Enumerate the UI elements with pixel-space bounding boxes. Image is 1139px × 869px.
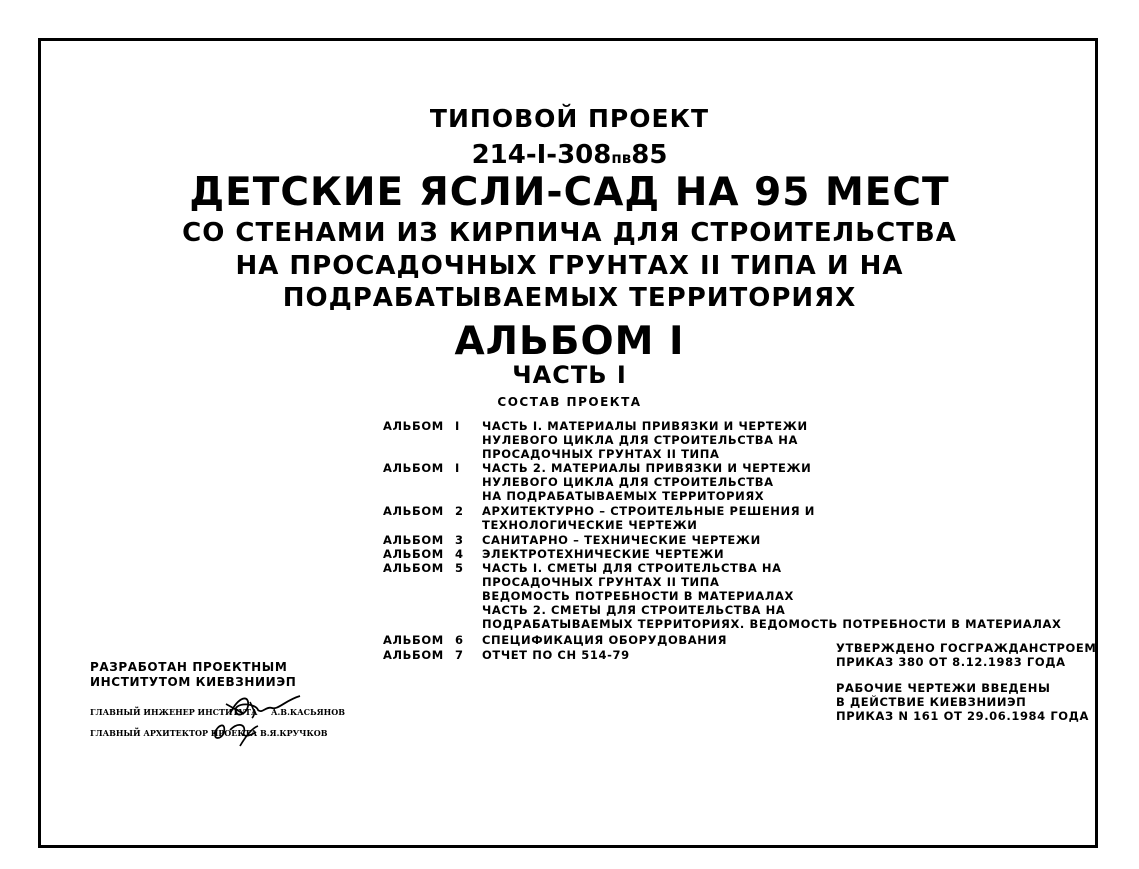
composition-album-number: 6 xyxy=(455,633,464,647)
composition-album-number: 5 xyxy=(455,561,464,575)
project-code-end: 85 xyxy=(631,140,668,170)
composition-album-label: АЛЬБОМ xyxy=(383,561,444,575)
composition-line: ВЕДОМОСТЬ ПОТРЕБНОСТИ В МАТЕРИАЛАХ xyxy=(482,589,795,603)
composition-album-number: I xyxy=(455,419,460,433)
composition-album-label: АЛЬБОМ xyxy=(383,648,444,662)
project-type-label: ТИПОВОЙ ПРОЕКТ xyxy=(429,104,710,133)
composition-line: ПОДРАБАТЫВАЕМЫХ ТЕРРИТОРИЯХ. ВЕДОМОСТЬ ПОТРЕБНОСТИ В МАТЕРИАЛАХ xyxy=(482,617,1062,631)
chief-engineer-name: А.В.КАСЬЯНОВ xyxy=(271,707,345,717)
composition-album-label: АЛЬБОМ xyxy=(383,547,444,561)
project-title: ДЕТСКИЕ ЯСЛИ-САД НА 95 МЕСТ xyxy=(189,170,950,215)
developer-line-2: ИНСТИТУТОМ КИЕВЗНИИЭП xyxy=(90,675,297,689)
project-subtitle-3: ПОДРАБАТЫВАЕМЫХ ТЕРРИТОРИЯХ xyxy=(282,283,857,313)
composition-line: ТЕХНОЛОГИЧЕСКИЕ ЧЕРТЕЖИ xyxy=(482,518,698,532)
composition-album-number: I xyxy=(455,461,460,475)
album-title: АЛЬБОМ I xyxy=(454,319,685,364)
composition-line: НА ПОДРАБАТЫВАЕМЫХ ТЕРРИТОРИЯХ xyxy=(482,489,765,503)
composition-album-label: АЛЬБОМ xyxy=(383,504,444,518)
project-subtitle-2: НА ПРОСАДОЧНЫХ ГРУНТАХ II ТИПА И НА xyxy=(235,251,904,281)
composition-line: ПРОСАДОЧНЫХ ГРУНТАХ II ТИПА xyxy=(482,447,720,461)
signature-image xyxy=(200,684,310,754)
composition-heading: СОСТАВ ПРОЕКТА xyxy=(497,395,642,409)
composition-line: ОТЧЕТ ПО СН 514-79 xyxy=(482,648,630,662)
composition-line: ЧАСТЬ I. МАТЕРИАЛЫ ПРИВЯЗКИ И ЧЕРТЕЖИ xyxy=(482,419,808,433)
composition-album-label: АЛЬБОМ xyxy=(383,533,444,547)
developer-line-1: РАЗРАБОТАН ПРОЕКТНЫМ xyxy=(90,660,288,674)
project-code-sub: пв xyxy=(611,149,632,167)
composition-album-label: АЛЬБОМ xyxy=(383,419,444,433)
project-subtitle-1: СО СТЕНАМИ ИЗ КИРПИЧА ДЛЯ СТРОИТЕЛЬСТВА xyxy=(182,218,957,248)
composition-line: ПРОСАДОЧНЫХ ГРУНТАХ II ТИПА xyxy=(482,575,720,589)
part-title: ЧАСТЬ I xyxy=(512,361,627,389)
chief-architect-role: ГЛАВНЫЙ АРХИТЕКТОР ПРОЕКТА xyxy=(90,728,258,738)
approval-line-4: В ДЕЙСТВИЕ КИЕВЗНИИЭП xyxy=(836,695,1027,709)
approval-line-1: УТВЕРЖДЕНО ГОСГРАЖДАНСТРОЕМ xyxy=(836,641,1097,655)
composition-album-label: АЛЬБОМ xyxy=(383,461,444,475)
composition-line: АРХИТЕКТУРНО – СТРОИТЕЛЬНЫЕ РЕШЕНИЯ И xyxy=(482,504,816,518)
composition-album-label: АЛЬБОМ xyxy=(383,633,444,647)
project-code-main: 214-I-308 xyxy=(471,140,612,170)
composition-line: СПЕЦИФИКАЦИЯ ОБОРУДОВАНИЯ xyxy=(482,633,728,647)
approval-line-3: РАБОЧИЕ ЧЕРТЕЖИ ВВЕДЕНЫ xyxy=(836,681,1051,695)
chief-engineer-role: ГЛАВНЫЙ ИНЖЕНЕР ИНСТИТУТА xyxy=(90,707,258,717)
composition-album-number: 4 xyxy=(455,547,464,561)
composition-line: НУЛЕВОГО ЦИКЛА ДЛЯ СТРОИТЕЛЬСТВА НА xyxy=(482,433,798,447)
composition-line: НУЛЕВОГО ЦИКЛА ДЛЯ СТРОИТЕЛЬСТВА xyxy=(482,475,774,489)
composition-line: ЧАСТЬ 2. МАТЕРИАЛЫ ПРИВЯЗКИ И ЧЕРТЕЖИ xyxy=(482,461,812,475)
composition-line: САНИТАРНО – ТЕХНИЧЕСКИЕ ЧЕРТЕЖИ xyxy=(482,533,761,547)
composition-album-number: 2 xyxy=(455,504,464,518)
approval-line-5: ПРИКАЗ N 161 ОТ 29.06.1984 ГОДА xyxy=(836,709,1090,723)
composition-line: ЧАСТЬ 2. СМЕТЫ ДЛЯ СТРОИТЕЛЬСТВА НА xyxy=(482,603,786,617)
composition-line: ЭЛЕКТРОТЕХНИЧЕСКИЕ ЧЕРТЕЖИ xyxy=(482,547,725,561)
composition-album-number: 3 xyxy=(455,533,464,547)
project-code xyxy=(0,140,1139,170)
chief-architect-name: В.Я.КРУЧКОВ xyxy=(260,728,328,738)
approval-line-2: ПРИКАЗ 380 ОТ 8.12.1983 ГОДА xyxy=(836,655,1066,669)
composition-album-number: 7 xyxy=(455,648,464,662)
composition-line: ЧАСТЬ I. СМЕТЫ ДЛЯ СТРОИТЕЛЬСТВА НА xyxy=(482,561,782,575)
